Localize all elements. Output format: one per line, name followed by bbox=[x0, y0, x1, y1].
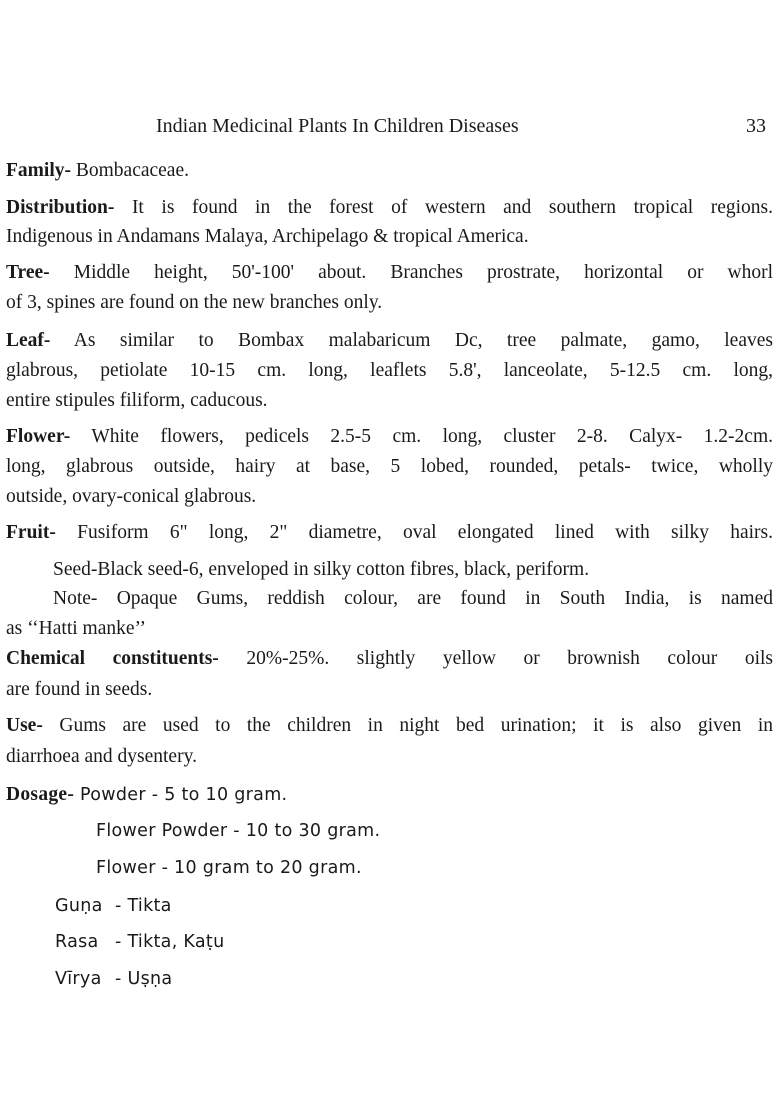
note-line: Note- Opaque Gums, reddish colour, are found in South India, is named bbox=[53, 588, 773, 609]
distribution-label: Distribution- bbox=[6, 197, 115, 218]
use-text: Gums are used to the children in night bed urination; it is also given in bbox=[59, 715, 773, 736]
dosage-line: Flower Powder - 10 to 30 gram. bbox=[96, 821, 381, 841]
tree-line: of 3, spines are found on the new branches only. bbox=[6, 292, 383, 313]
property-name: Rasa bbox=[55, 932, 99, 952]
property-name: Guṇa bbox=[55, 896, 103, 916]
property-virya bbox=[55, 967, 780, 991]
chemical-text: 20%-25%. slightly yellow or brownish colour oils bbox=[246, 648, 773, 669]
family-text: Bombacaceae. bbox=[75, 160, 189, 181]
property-guna bbox=[55, 894, 780, 918]
property-value: - Tikta, Kaṭu bbox=[115, 932, 225, 952]
flower-line: long, glabrous outside, hairy at base, 5 lobed, rounded, petals- twice, wholly bbox=[6, 456, 773, 477]
property-value: - Uṣṇa bbox=[115, 969, 173, 989]
tree-line bbox=[6, 261, 773, 285]
family-line bbox=[6, 159, 773, 183]
flower-text: White flowers, pedicels 2.5-5 cm. long, cluster 2-8. Calyx- 1.2-2cm. bbox=[91, 426, 773, 447]
dosage-line: Flower - 10 gram to 20 gram. bbox=[96, 858, 362, 878]
running-title: Indian Medicinal Plants In Children Diseases bbox=[156, 115, 519, 137]
dosage-line bbox=[6, 783, 773, 807]
seed-line: Seed-Black seed-6, enveloped in silky cotton fibres, black, periform. bbox=[53, 559, 590, 580]
leaf-line: glabrous, petiolate 10-15 cm. long, leaflets 5.8', lanceolate, 5-12.5 cm. long, bbox=[6, 360, 773, 381]
chemical-line: are found in seeds. bbox=[6, 679, 153, 700]
leaf-label: Leaf- bbox=[6, 330, 51, 351]
fruit-text: Fusiform 6" long, 2" diametre, oval elongated lined with silky hairs. bbox=[77, 522, 773, 543]
fruit-line bbox=[6, 521, 773, 545]
use-line: diarrhoea and dysentery. bbox=[6, 746, 197, 767]
property-name: Vīrya bbox=[55, 969, 102, 989]
note-line: as ‘‘Hatti manke’’ bbox=[6, 618, 147, 639]
distribution-line: Indigenous in Andamans Malaya, Archipelago & tropical America. bbox=[6, 226, 529, 247]
chemical-label: Chemical constituents- bbox=[6, 648, 219, 669]
dosage-label: Dosage- bbox=[6, 784, 75, 805]
tree-label: Tree- bbox=[6, 262, 50, 283]
tree-text: Middle height, 50'-100' about. Branches prostrate, horizontal or whorl bbox=[73, 262, 773, 283]
fruit-label: Fruit- bbox=[6, 522, 56, 543]
leaf-line: entire stipules filiform, caducous. bbox=[6, 390, 268, 411]
page-number: 33 bbox=[746, 115, 766, 137]
leaf-text: As similar to Bombax malabaricum Dc, tree palmate, gamo, leaves bbox=[73, 330, 773, 351]
use-label: Use- bbox=[6, 715, 43, 736]
family-label: Family- bbox=[6, 160, 71, 181]
flower-line bbox=[6, 425, 773, 449]
use-line bbox=[6, 714, 773, 738]
leaf-line bbox=[6, 329, 773, 353]
distribution-text: It is found in the forest of western and southern tropical regions. bbox=[131, 197, 773, 218]
flower-label: Flower- bbox=[6, 426, 71, 447]
dosage-text: Powder - 5 to 10 gram. bbox=[80, 785, 288, 805]
distribution-line bbox=[6, 196, 773, 220]
chemical-line bbox=[6, 647, 773, 671]
flower-line: outside, ovary-conical glabrous. bbox=[6, 486, 257, 507]
property-value: - Tikta bbox=[115, 896, 172, 916]
property-rasa bbox=[55, 930, 780, 954]
